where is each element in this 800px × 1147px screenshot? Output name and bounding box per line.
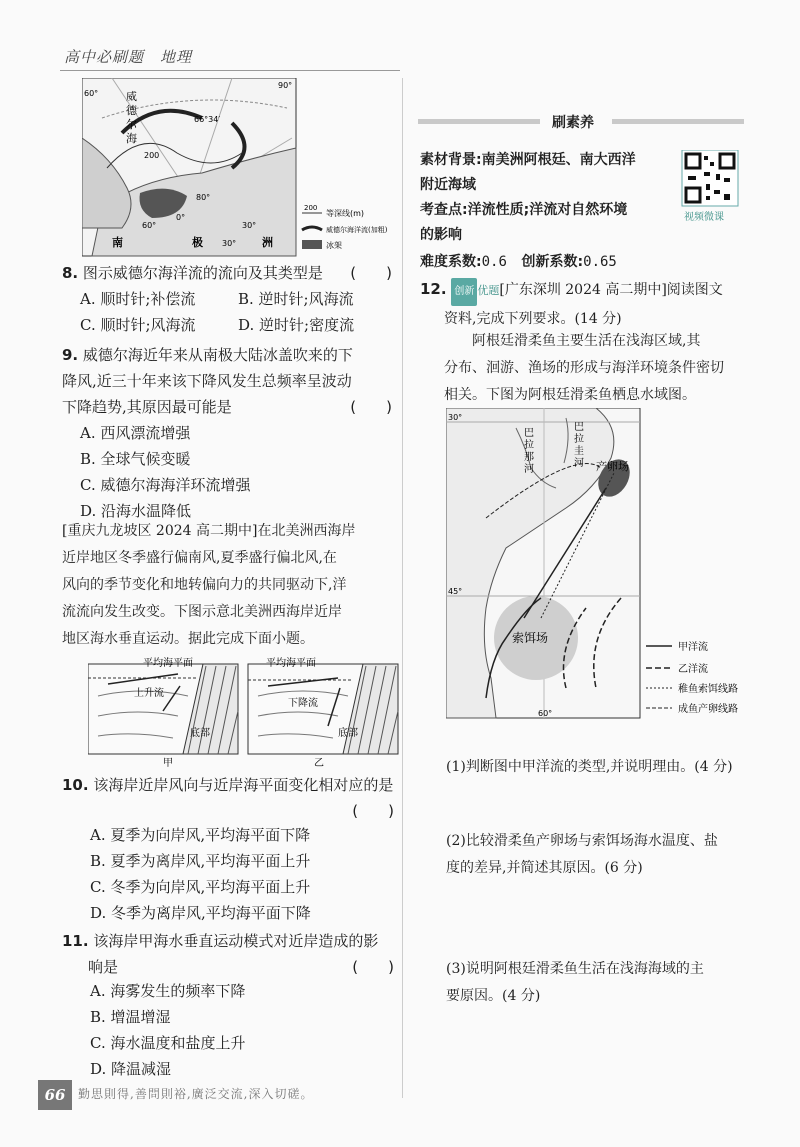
q9-option-b[interactable]: B. 全球气候变暖: [80, 450, 191, 468]
qr-icon[interactable]: [676, 150, 744, 208]
diagram-bottom-b: 底部: [338, 728, 358, 739]
q11-option-b[interactable]: B. 增温增湿: [90, 1008, 171, 1026]
map1-iso-label: 200: [144, 151, 160, 160]
legend-isobath: 等深线(m): [326, 209, 365, 218]
q12-sub-3: (3)说明阿根廷滑柔鱼生活在浅海海域的主 要原因。(4 分): [446, 961, 704, 1004]
map1-sea-char: 海: [126, 132, 137, 145]
column-divider: [402, 78, 403, 1098]
question-8: 8. 图示威德尔海洋流的流向及其类型是 ( ): [62, 264, 392, 282]
question-12: 12. 创新 优题[广东深圳 2024 高二期中]阅读图文 资料,完成下列要求。(14 分): [420, 280, 723, 327]
innovation-badge: 创新: [451, 278, 477, 306]
map1-lon60b: 60°: [142, 221, 157, 230]
q11-option-c[interactable]: C. 海水温度和盐度上升: [90, 1034, 246, 1052]
q8-option-b[interactable]: B. 逆时针;风海流: [238, 290, 354, 308]
legend-iso-value: 200: [304, 204, 318, 212]
map2-river2: 圭: [574, 446, 584, 457]
map1-lat-label: 66°34′: [194, 115, 221, 124]
legend-current: 威德尔海洋流(加粗): [326, 226, 388, 234]
map1-lon90: 90°: [278, 81, 293, 90]
map1-lon60: 60°: [84, 89, 99, 98]
q11-option-d[interactable]: D. 降温减湿: [90, 1060, 172, 1078]
sidebar-meta: 素材背景:南美洲阿根廷、南大西洋 附近海域 考查点:洋流性质;洋流对自然环境 的影响 难度系数:0.6 创新系数:0.65: [420, 152, 636, 270]
q12-sub-2: (2)比较滑柔鱼产卵场与索饵场海水温度、盐 度的差异,并简述其原因。(6 分): [446, 833, 718, 876]
weddell-sea-map: [82, 78, 400, 258]
map1-zhou: 洲: [262, 236, 273, 249]
map2-river1: 河: [524, 464, 534, 475]
map2-lon60: 60°: [538, 709, 553, 718]
map2-lat30: 30°: [448, 413, 463, 422]
sidebar-title: 刷素养: [552, 115, 594, 131]
video-lesson-label[interactable]: 视频微课: [684, 212, 724, 223]
map2-river1: 巴: [524, 428, 534, 439]
footer-motto: 勤思則得,善問則裕,廣泛交流,深入切磋。: [78, 1087, 314, 1101]
squid-habitat-map: [446, 408, 752, 724]
q9-option-c[interactable]: C. 威德尔海海洋环流增强: [80, 476, 251, 494]
header-rule: [60, 70, 400, 71]
diagram-sealevel-a: 平均海平面: [143, 658, 193, 669]
map2-lat45: 45°: [448, 587, 463, 596]
q8-option-d[interactable]: D. 逆时针;密度流: [238, 316, 355, 334]
diagram-bottom-a: 底部: [190, 728, 210, 739]
map2-river1: 那: [524, 452, 534, 463]
map2-feed: 索饵场: [512, 631, 549, 645]
diagram-upwelling: 上升流: [134, 688, 164, 699]
sidebar-bar-left: [418, 119, 540, 124]
vertical-motion-diagram: [88, 656, 400, 768]
map1-lon0: 0°: [176, 213, 186, 222]
q8-option-c[interactable]: C. 顺时针;风海流: [80, 316, 196, 334]
q10-option-a[interactable]: A. 夏季为向岸风,平均海平面下降: [90, 826, 311, 844]
question-9: 9. 威德尔海近年来从南极大陆冰盖吹来的下 降风,近三十年来该下降风发生总频率呈波动 下降趋势,其原因最可能是 ( ): [62, 346, 392, 416]
legend-juvenile-route: 稚鱼索饵线路: [678, 684, 738, 695]
map1-ji: 极: [192, 236, 203, 249]
map2-river2: 河: [574, 458, 584, 469]
passage: [重庆九龙坡区 2024 高二期中]在北美洲西海岸 近岸地区冬季盛行偏南风,夏季盛行偏北风,在 风向的季节变化和地转偏向力的共同驱动下,洋 流流向发生改变。下图示意北美洲西海岸近岸 地区海水垂直运动。据此完成下面小题。: [62, 523, 356, 647]
map1-lon80: 80°: [196, 193, 211, 202]
page-header: 高中必刷题 地理: [64, 48, 193, 66]
map2-river2: 拉: [574, 434, 584, 445]
question-10: 10. 该海岸近岸风向与近岸海平面变化相对应的是 ( ): [62, 776, 394, 820]
q10-option-d[interactable]: D. 冬季为离岸风,平均海平面下降: [90, 904, 311, 922]
map1-sea-char: 德: [126, 104, 137, 117]
map2-spawn: 产卵场: [596, 460, 629, 473]
q9-option-d[interactable]: D. 沿海水温降低: [80, 502, 192, 520]
diagram-sealevel-b: 平均海平面: [266, 658, 316, 669]
map2-river1: 拉: [524, 440, 534, 451]
map2-river2: 巴: [574, 422, 584, 433]
map1-sea-char: 尔: [126, 118, 137, 131]
quality-tag: 优题: [477, 284, 500, 297]
map1-lon30e: 30°: [222, 239, 237, 248]
map1-nan: 南: [112, 236, 123, 249]
diagram-downwelling: 下降流: [288, 698, 318, 709]
q9-option-a[interactable]: A. 西风漂流增强: [80, 424, 191, 442]
q10-option-b[interactable]: B. 夏季为离岸风,平均海平面上升: [90, 852, 311, 870]
legend-current-a: 甲洋流: [678, 642, 708, 653]
diagram-label-a: 甲: [163, 758, 173, 768]
legend-current-b: 乙洋流: [678, 664, 708, 675]
legend-shelf: 冰架: [326, 241, 342, 250]
map1-lon30: 30°: [242, 221, 257, 230]
map1-sea-char: 威: [126, 90, 137, 103]
q12-sub-1: (1)判断图中甲洋流的类型,并说明理由。(4 分): [446, 759, 733, 775]
sidebar-bar-right: [612, 119, 744, 124]
q8-option-a[interactable]: A. 顺时针;补偿流: [80, 290, 196, 308]
question-11: 11. 该海岸甲海水垂直运动模式对近岸造成的影 响是 ( ): [62, 932, 394, 976]
page-number: 66: [38, 1080, 72, 1110]
q10-option-c[interactable]: C. 冬季为向岸风,平均海平面上升: [90, 878, 311, 896]
q12-paragraph: 阿根廷滑柔鱼主要生活在浅海区域,其 分布、洄游、渔场的形成与海洋环境条件密切 相关。下图为阿根廷滑柔鱼栖息水域图。: [444, 333, 724, 403]
qr-code[interactable]: [676, 150, 744, 222]
legend-adult-route: 成鱼产卵线路: [678, 704, 738, 715]
q11-option-a[interactable]: A. 海雾发生的频率下降: [90, 982, 246, 1000]
diagram-label-b: 乙: [314, 758, 324, 768]
